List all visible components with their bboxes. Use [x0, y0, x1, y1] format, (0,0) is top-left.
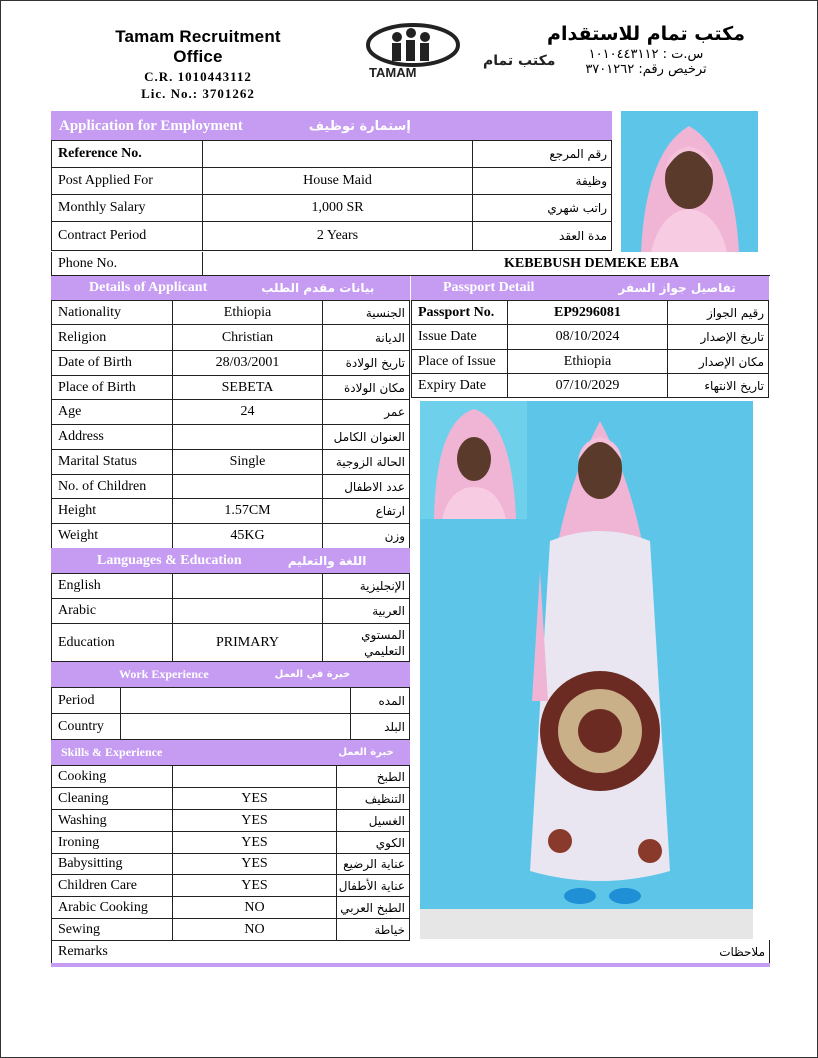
application-title-en: Application for Employment	[59, 117, 243, 134]
reference-label: Reference No.	[52, 141, 203, 167]
company-header-en	[93, 27, 303, 102]
address-value[interactable]	[173, 425, 323, 449]
skill-row-arabic-cooking	[51, 896, 410, 919]
period-row	[51, 687, 410, 714]
nationality-row	[51, 300, 410, 325]
company-name-ar: مكتب تمام للاستقدام	[547, 23, 745, 45]
portrait-photo	[621, 111, 758, 252]
skill-row-ironing	[51, 831, 410, 854]
religion-row	[51, 324, 410, 351]
skill-label-ar: الطبخ العربي	[340, 900, 405, 915]
skill-value[interactable]: YES	[173, 854, 337, 874]
education-label-ar: المستوي التعليمي	[361, 627, 405, 658]
pob-row	[51, 375, 410, 400]
nationality-label: Nationality	[52, 301, 173, 324]
arabic-label: Arabic	[52, 599, 173, 623]
marital-row	[51, 449, 410, 475]
remarks-label-ar: ملاحظات	[719, 945, 765, 959]
skill-label: Cooking	[52, 766, 173, 787]
work-title-ar: خبرة في العمل	[274, 669, 351, 680]
skill-label: Children Care	[52, 875, 173, 896]
issue-date-value[interactable]: 08/10/2024	[508, 325, 668, 349]
skill-row-cooking	[51, 765, 410, 788]
skill-row-sewing	[51, 918, 410, 941]
children-row	[51, 474, 410, 499]
salary-label: Monthly Salary	[52, 195, 203, 221]
passport-no-label: Passport No.	[412, 301, 508, 324]
age-value[interactable]: 24	[173, 400, 323, 424]
reference-label-ar: رقم المرجع	[549, 147, 607, 161]
nationality-label-ar: الجنسية	[365, 305, 405, 320]
pob-label: Place of Birth	[52, 376, 173, 399]
application-title-ar: إستمارة توظيف	[308, 118, 411, 134]
post-value[interactable]: House Maid	[203, 168, 473, 194]
cr-number-en: C.R. 1010443112	[144, 69, 252, 84]
height-label: Height	[52, 499, 173, 523]
country-row	[51, 713, 410, 740]
passport-no-row	[411, 300, 769, 325]
skill-label-ar: عناية الأطفال	[338, 878, 405, 893]
skill-label-ar: خياطة	[374, 922, 405, 937]
education-value[interactable]: PRIMARY	[173, 624, 323, 661]
remarks-row	[51, 940, 770, 964]
logo-text-en: TAMAM	[369, 65, 417, 80]
dob-row	[51, 350, 410, 376]
skill-value[interactable]: YES	[173, 875, 337, 896]
passport-title-en: Passport Detail	[443, 280, 535, 295]
skill-value[interactable]: YES	[173, 810, 337, 831]
phone-label: Phone No.	[52, 252, 203, 275]
skills-title-bar	[51, 740, 410, 765]
applicant-title-en: Details of Applicant	[89, 280, 208, 295]
post-row	[51, 167, 612, 195]
place-issue-row	[411, 349, 769, 374]
country-value[interactable]	[121, 714, 351, 739]
dob-value[interactable]: 28/03/2001	[173, 351, 323, 375]
children-label: No. of Children	[52, 475, 173, 498]
applicant-title-ar: بيانات مقدم الطلب	[261, 281, 375, 295]
skill-label-ar: الكوي	[375, 835, 405, 850]
arabic-label-ar: العربية	[372, 604, 405, 618]
passport-no-value[interactable]: EP9296081	[508, 301, 668, 324]
contract-label: Contract Period	[52, 222, 203, 250]
address-row	[51, 424, 410, 450]
education-label: Education	[52, 624, 173, 661]
age-label-ar: عمر	[384, 405, 405, 419]
languages-title-en: Languages & Education	[97, 552, 242, 568]
work-title-en: Work Experience	[119, 667, 209, 681]
post-label: Post Applied For	[52, 168, 203, 194]
skill-row-washing	[51, 809, 410, 832]
company-logo	[361, 21, 556, 81]
reference-row	[51, 140, 612, 168]
place-issue-label-ar: مكان الإصدار	[698, 354, 764, 369]
phone-row	[51, 252, 770, 276]
arabic-value[interactable]	[173, 599, 323, 623]
skill-row-children-care	[51, 874, 410, 897]
skill-value[interactable]: YES	[173, 832, 337, 853]
contract-value[interactable]: 2 Years	[203, 222, 473, 250]
languages-title-ar: اللغة والتعليم	[287, 553, 367, 568]
english-label: English	[52, 574, 173, 598]
work-title-bar	[51, 662, 410, 687]
arabic-row	[51, 598, 410, 624]
salary-value[interactable]: 1,000 SR	[203, 195, 473, 221]
phone-value[interactable]	[203, 252, 413, 275]
applicant-name: KEBEBUSH DEMEKE EBA	[503, 255, 680, 271]
expiry-value[interactable]: 07/10/2029	[508, 374, 668, 397]
salary-row	[51, 194, 612, 222]
religion-label: Religion	[52, 325, 173, 350]
dob-label-ar: تاريخ الولادة	[345, 356, 405, 370]
country-label: Country	[52, 714, 121, 739]
license-number-en: Lic. No.: 3701262	[141, 86, 255, 101]
skill-value[interactable]: YES	[173, 788, 337, 809]
issue-date-row	[411, 324, 769, 350]
application-title-bar	[51, 111, 612, 141]
marital-label-ar: الحالة الزوجية	[335, 455, 405, 469]
passport-title-bar	[411, 276, 769, 300]
religion-label-ar: الديانة	[374, 330, 405, 345]
company-name-en: Tamam Recruitment Office	[115, 27, 281, 66]
skill-value[interactable]: NO	[173, 919, 337, 940]
weight-row	[51, 523, 410, 549]
height-label-ar: ارتفاع	[375, 504, 405, 518]
weight-value[interactable]: 45KG	[173, 524, 323, 548]
logo-text-ar: مكتب تمام	[483, 53, 556, 69]
height-row	[51, 498, 410, 524]
passport-title-ar: تفاصيل جواز السفر	[618, 281, 736, 295]
company-header-ar	[541, 23, 751, 77]
age-row	[51, 399, 410, 425]
marital-label: Marital Status	[52, 450, 173, 474]
skill-row-cleaning	[51, 787, 410, 810]
skills-title-en: Skills & Experience	[61, 745, 163, 759]
place-issue-label: Place of Issue	[412, 350, 508, 373]
contract-row	[51, 221, 612, 251]
period-label: Period	[52, 688, 121, 713]
children-label-ar: عدد الاطفال	[344, 479, 405, 494]
period-label-ar: المده	[378, 693, 405, 708]
address-label: Address	[52, 425, 173, 449]
salary-label-ar: راتب شهري	[547, 201, 607, 215]
contract-label-ar: مدة العقد	[559, 229, 607, 243]
expiry-row	[411, 373, 769, 398]
skill-label-ar: عناية الرضيع	[343, 857, 405, 871]
weight-label-ar: وزن	[384, 529, 405, 543]
skill-label: Cleaning	[52, 788, 173, 809]
languages-title-bar	[51, 548, 410, 573]
skill-label: Ironing	[52, 832, 173, 853]
issue-date-label-ar: تاريخ الإصدار	[700, 330, 764, 344]
pob-label-ar: مكان الولادة	[343, 380, 405, 395]
license-number-ar: ترخيص رقم: ٣٧٠١٢٦٢	[585, 62, 707, 77]
address-label-ar: العنوان الكامل	[333, 430, 405, 444]
place-issue-value[interactable]: Ethiopia	[508, 350, 668, 373]
skill-label-ar: التنظيف	[364, 791, 405, 806]
english-label-ar: الإنجليزية	[359, 579, 405, 593]
marital-value[interactable]: Single	[173, 450, 323, 474]
skill-row-babysitting	[51, 853, 410, 875]
cr-number-ar: س.ت : ١٠١٠٤٤٣١١٢	[588, 47, 704, 62]
religion-value[interactable]: Christian	[173, 325, 323, 350]
skill-label-ar: الطبخ	[376, 769, 405, 784]
post-label-ar: وظيفة	[575, 174, 607, 188]
passport-no-label-ar: رقيم الجواز	[706, 305, 764, 320]
skill-label: Sewing	[52, 919, 173, 940]
skills-title-ar: خبرة العمل	[338, 747, 394, 758]
education-row	[51, 623, 410, 662]
english-row	[51, 573, 410, 599]
children-value[interactable]	[173, 475, 323, 498]
expiry-label-ar: تاريخ الانتهاء	[704, 378, 764, 393]
skill-value[interactable]	[173, 766, 337, 787]
bottom-accent-line	[51, 963, 770, 967]
issue-date-label: Issue Date	[412, 325, 508, 349]
period-value[interactable]	[121, 688, 351, 713]
english-value[interactable]	[173, 574, 323, 598]
pob-value[interactable]: SEBETA	[173, 376, 323, 399]
applicant-title-bar	[51, 276, 410, 300]
height-value[interactable]: 1.57CM	[173, 499, 323, 523]
weight-label: Weight	[52, 524, 173, 548]
expiry-label: Expiry Date	[412, 374, 508, 397]
skill-label: Arabic Cooking	[52, 897, 173, 918]
skill-value[interactable]: NO	[173, 897, 337, 918]
reference-value[interactable]	[203, 141, 473, 167]
skill-label: Babysitting	[52, 854, 173, 874]
dob-label: Date of Birth	[52, 351, 173, 375]
age-label: Age	[52, 400, 173, 424]
skill-label-ar: الغسيل	[368, 813, 405, 828]
remarks-label: Remarks	[58, 944, 108, 959]
full-body-photo	[420, 401, 753, 939]
skill-label: Washing	[52, 810, 173, 831]
country-label-ar: البلد	[384, 719, 405, 734]
nationality-value[interactable]: Ethiopia	[173, 301, 323, 324]
